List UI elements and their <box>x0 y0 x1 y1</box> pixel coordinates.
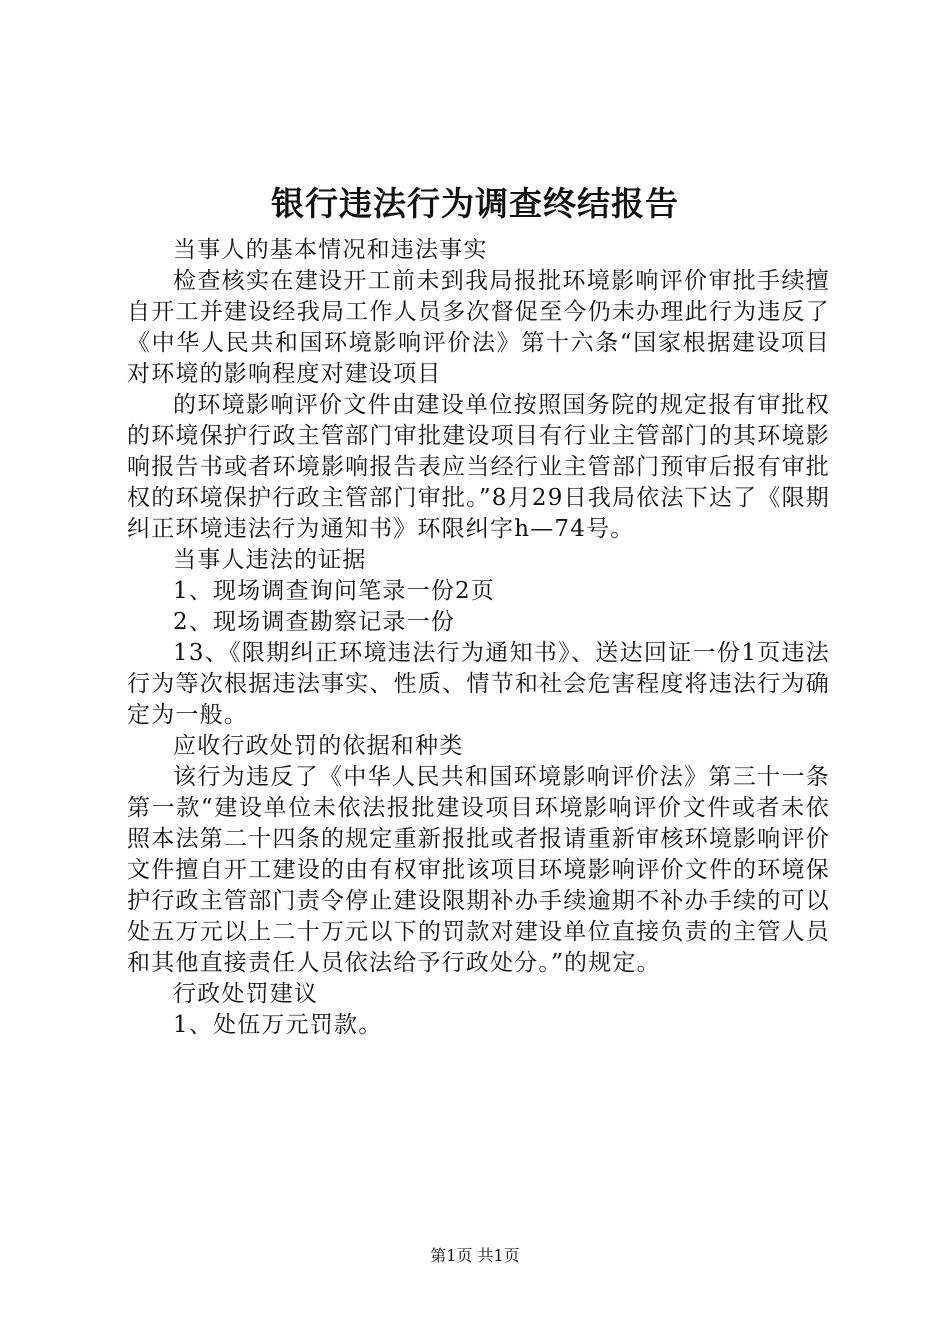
section-heading-penalty-basis: 应收行政处罚的依据和种类 <box>173 733 464 759</box>
penalty-suggestion-item-1: 1、处伍万元罚款。 <box>173 1012 383 1038</box>
evidence-item-2: 2、现场调查勘察记录一份 <box>173 609 456 635</box>
section-heading-basic-info: 当事人的基本情况和违法事实 <box>173 237 488 263</box>
paragraph-facts: 检查核实在建设开工前未到我局报批环境影响评价审批手续擅自开工并建设经我局工作人员多次督促至今仍未办理此行为违反了《中华人民共和国环境影响评价法》第十六条“国家根据建设项目对环境的影响程度对建设项目 <box>127 268 830 387</box>
paragraph-penalty-basis: 该行为违反了《中华人民共和国环境影响评价法》第三十一条第一款“建设单位未依法报批建设项目环境影响评价文件或者未依照本法第二十四条的规定重新报批或者报请重新审核环境影响评价文件擅自开工建设的由有权审批该项目环境影响评价文件的环境保护行政主管部门责令停止建设限期补办手续逾期不补办手续的可以处五万元以上二十万元以下的罚款对建设单位直接负责的主管人员和其他直接责任人员依法给予行政处分。”的规定。 <box>127 764 830 976</box>
paragraph-facts-continued: 的环境影响评价文件由建设单位按照国务院的规定报有审批权的环境保护行政主管部门审批建设项目有行业主管部门的其环境影响报告书或者环境影响报告表应当经行业主管部门预审后报有审批权的环境保护行政主管部门审批。”8月29日我局依法下达了《限期纠正环境违法行为通知书》环限纠字h—74号。 <box>127 392 830 542</box>
page-footer: 第1页 共1页 <box>430 1246 520 1265</box>
section-heading-evidence: 当事人违法的证据 <box>173 547 367 573</box>
evidence-item-3: 13、《限期纠正环境违法行为通知书》、送达回证一份1页违法行为等次根据违法事实、性质、情节和社会危害程度将违法行为确定为一般。 <box>127 640 830 728</box>
evidence-item-1: 1、现场调查询问笔录一份2页 <box>173 578 496 604</box>
document-title: 银行违法行为调查终结报告 <box>271 184 679 223</box>
section-heading-penalty-suggestion: 行政处罚建议 <box>173 981 319 1007</box>
document-body <box>127 235 830 1041</box>
